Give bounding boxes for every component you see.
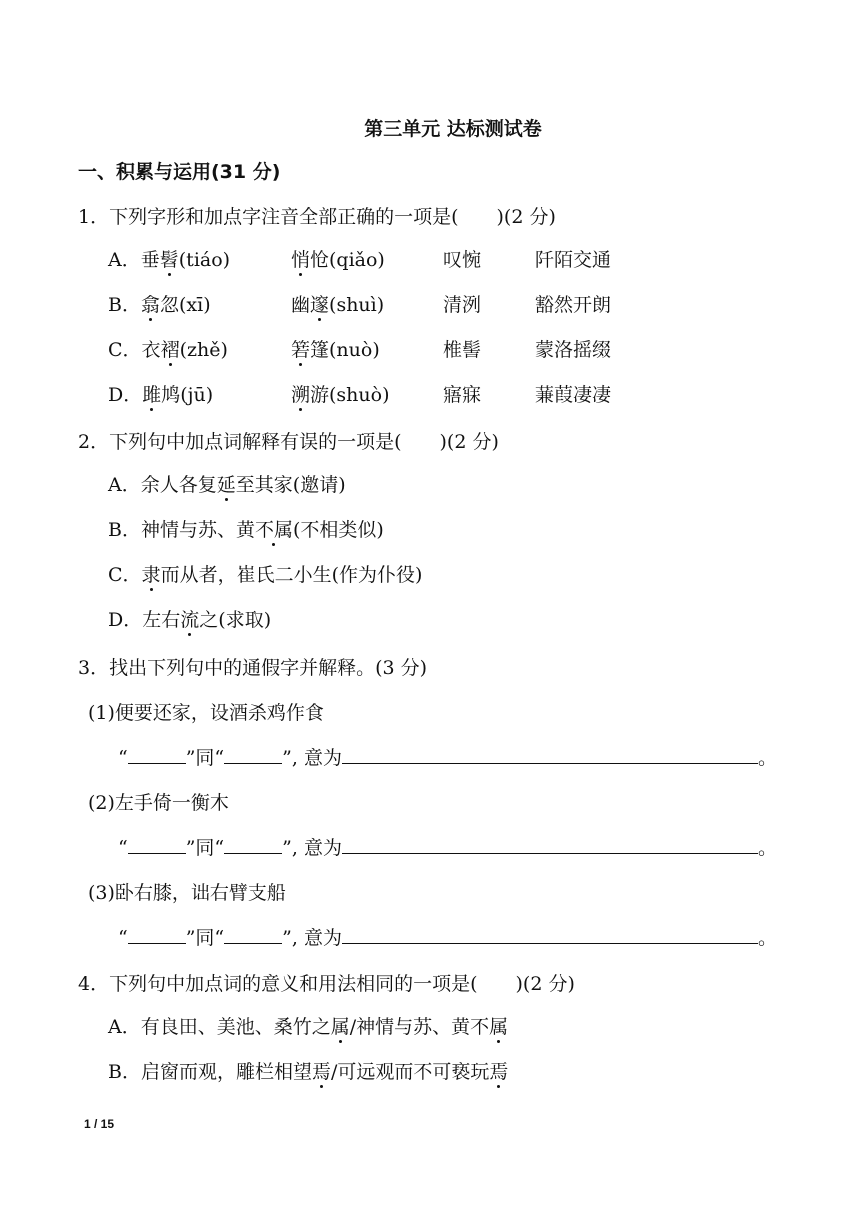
emphasis-dot-char: 不属 (254, 519, 293, 541)
question-1-option-a-word-4: 阡陌交通 (535, 249, 612, 271)
question-1-option-c: C．衣褶(zhě) (108, 339, 228, 361)
page-number: 1 / 15 (84, 1117, 115, 1131)
answer-blank-char[interactable] (128, 927, 186, 944)
emphasis-dot-char: 属 (489, 1016, 509, 1038)
question-1-option-c-word-4: 蒙洛摇缀 (535, 339, 612, 361)
question-1-option-a-word-3: 叹惋 (443, 249, 482, 271)
emphasis-dot-char: 翕 (140, 294, 160, 316)
answer-blank-original[interactable] (224, 837, 282, 854)
emphasis-dot-char: 褶 (160, 339, 180, 361)
question-3-sentence-2: (2)左手倚一衡木 (88, 792, 229, 814)
question-2-option-a: A．余人各复延至其家(邀请) (108, 474, 346, 496)
question-1-option-a-word-2: 悄怆(qiǎo) (291, 249, 385, 271)
emphasis-dot-char: 悄 (291, 249, 311, 271)
question-1-option-a: A．垂髫(tiáo) (108, 249, 231, 271)
question-4-option-b: B．启窗而观，雕栏相望焉/可远观而不可亵玩焉 (108, 1061, 509, 1083)
emphasis-dot-char: 邃 (310, 294, 330, 316)
question-1-option-d-word-2: 溯游(shuò) (291, 384, 390, 406)
question-3-answer-row-2: “ ”同“ ”, 意为 。 (118, 837, 777, 859)
question-1-option-d: D．雎鸠(jū) (108, 384, 214, 406)
answer-blank-meaning[interactable] (342, 927, 758, 944)
question-1-option-b-word-2: 幽邃(shuì) (291, 294, 385, 316)
question-2-option-b: B．神情与苏、黄不属(不相类似) (108, 519, 384, 541)
emphasis-dot-char: 髫 (159, 249, 179, 271)
emphasis-dot-char: 焉 (311, 1061, 331, 1083)
answer-blank-meaning[interactable] (342, 837, 758, 854)
answer-blank-original[interactable] (224, 747, 282, 764)
question-1-option-b-word-4: 豁然开朗 (535, 294, 612, 316)
emphasis-dot-char: 雎 (142, 384, 162, 406)
question-3-stem: 3．找出下列句中的通假字并解释。(3 分) (78, 657, 428, 679)
emphasis-dot-char: 箬 (291, 339, 311, 361)
question-3-sentence-3: (3)卧右膝，诎右臂支船 (88, 882, 286, 904)
question-1-option-b: B．翕忽(xī) (108, 294, 211, 316)
page-title: 第三单元 达标测试卷 (364, 118, 542, 140)
question-4-option-a: A．有良田、美池、桑竹之属/神情与苏、黄不属 (108, 1016, 509, 1038)
question-1-option-c-word-3: 椎髻 (443, 339, 482, 361)
question-2-option-c: C．隶而从者，崔氏二小生(作为仆役) (108, 564, 423, 586)
question-3-sentence-1: (1)便要还家，设酒杀鸡作食 (88, 702, 324, 724)
emphasis-dot-char: 溯 (291, 384, 311, 406)
question-3-answer-row-1: “ ”同“ ”, 意为 。 (118, 747, 777, 769)
question-1-stem: 1．下列字形和加点字注音全部正确的一项是( )(2 分) (78, 206, 556, 228)
emphasis-dot-char: 流 (180, 609, 200, 631)
question-4-stem: 4．下列句中加点词的意义和用法相同的一项是( )(2 分) (78, 973, 575, 995)
question-3-answer-row-3: “ ”同“ ”, 意为 。 (118, 927, 777, 949)
answer-blank-meaning[interactable] (342, 747, 758, 764)
question-2-stem: 2．下列句中加点词解释有误的一项是( )(2 分) (78, 431, 499, 453)
section-heading: 一、积累与运用(31 分) (78, 161, 281, 183)
emphasis-dot-char: 焉 (489, 1061, 509, 1083)
question-1-option-c-word-2: 箬篷(nuò) (291, 339, 380, 361)
question-2-option-d: D．左右流之(求取) (108, 609, 272, 631)
answer-blank-char[interactable] (128, 837, 186, 854)
answer-blank-char[interactable] (128, 747, 186, 764)
question-1-option-b-word-3: 清洌 (443, 294, 482, 316)
question-1-option-d-word-3: 寤寐 (443, 384, 482, 406)
question-1-option-d-word-4: 蒹葭凄凄 (535, 384, 612, 406)
answer-blank-original[interactable] (224, 927, 282, 944)
emphasis-dot-char: 属 (330, 1016, 350, 1038)
emphasis-dot-char: 延 (216, 474, 236, 496)
emphasis-dot-char: 隶 (141, 564, 161, 586)
